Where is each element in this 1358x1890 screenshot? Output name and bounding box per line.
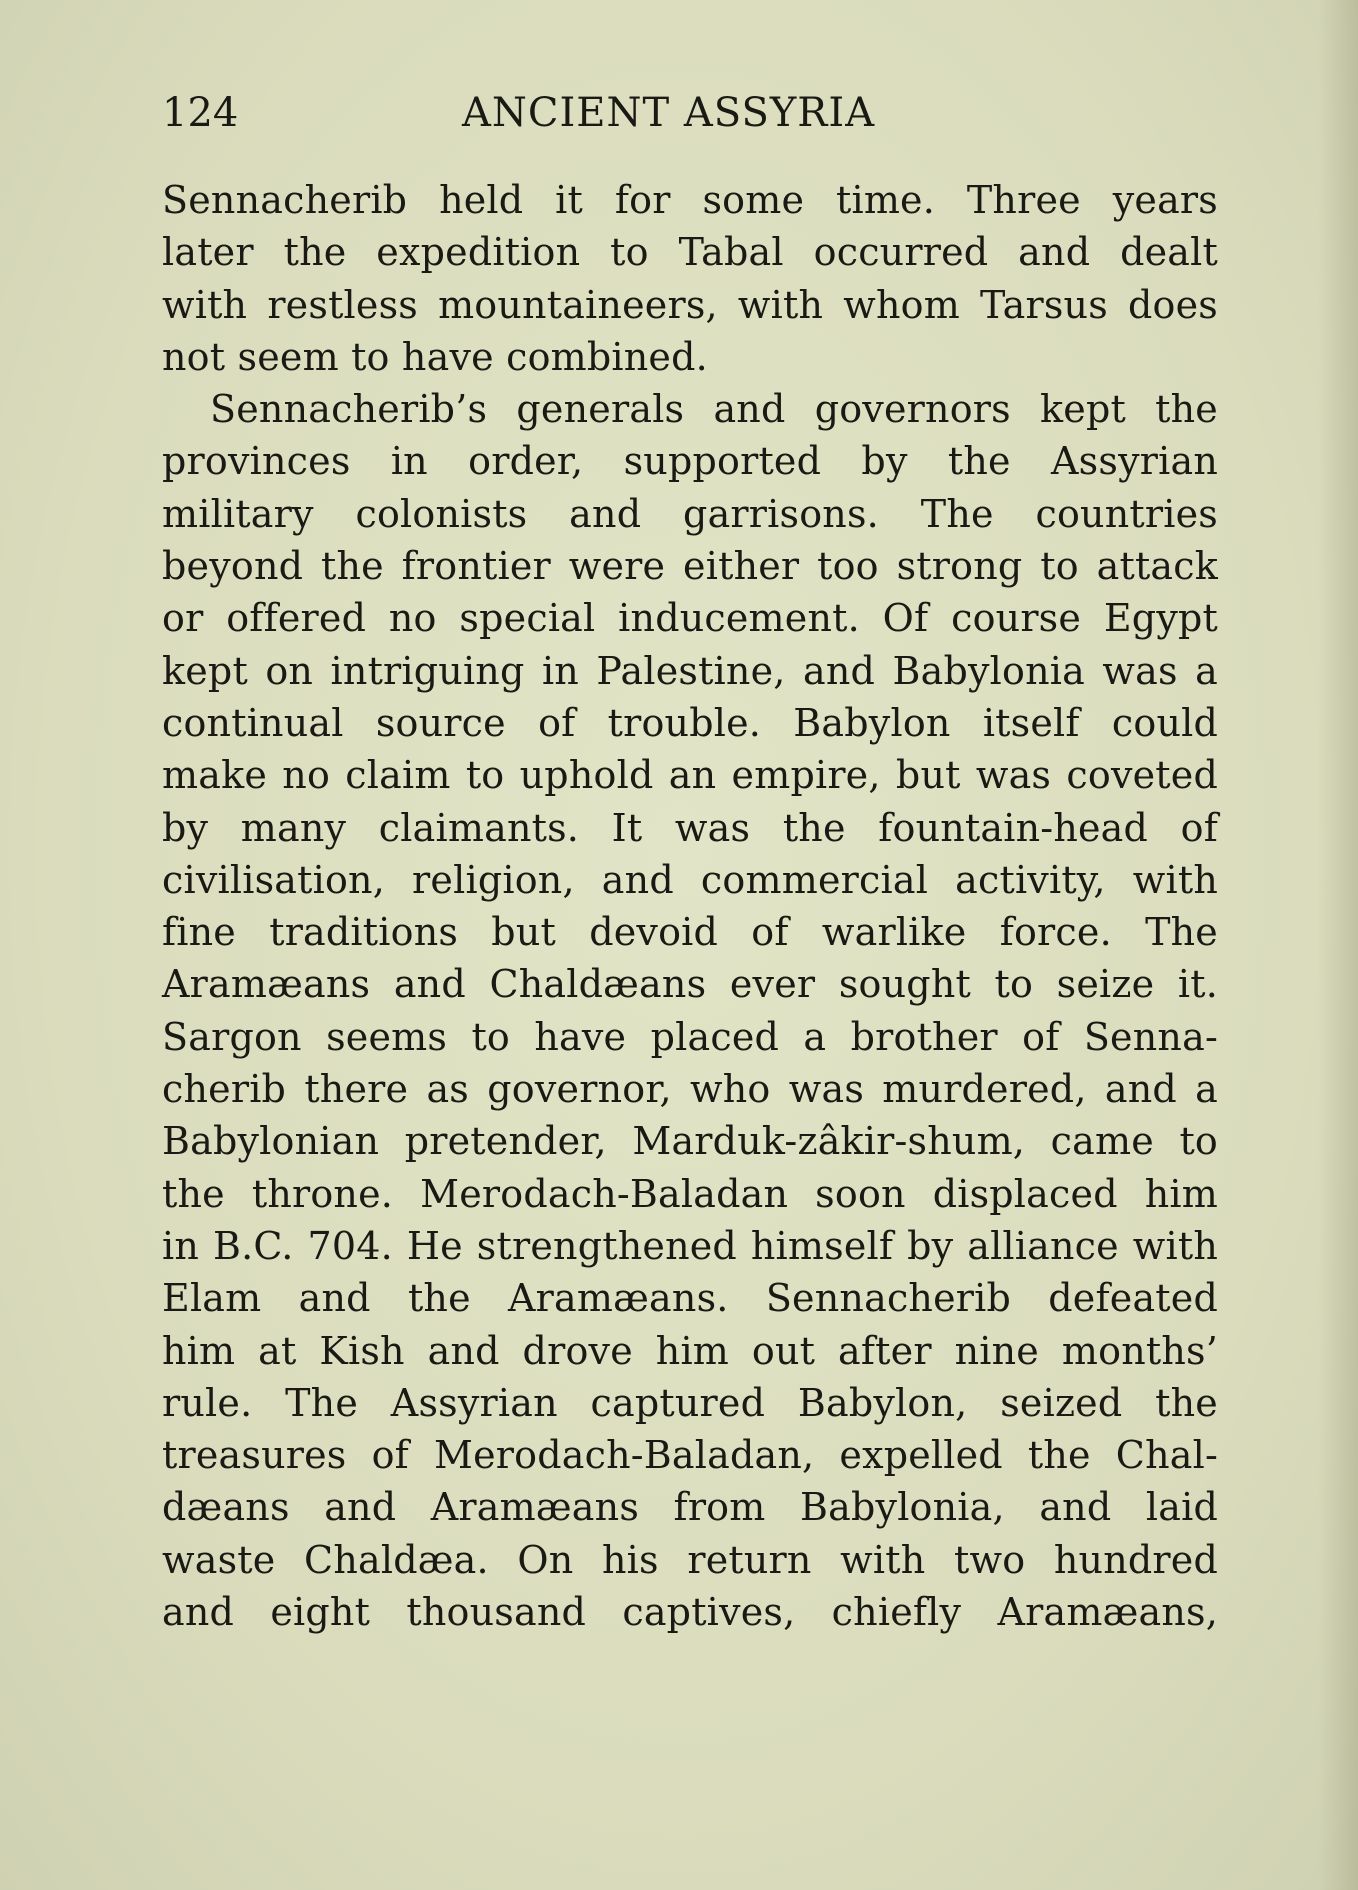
text-line: not seem to have combined.	[162, 334, 708, 379]
text-line: fine traditions but devoid of warlike force. The	[162, 910, 1218, 955]
text-line: rule. The Assyrian captured Babylon, seized the	[162, 1380, 1218, 1425]
text-line: cherib there as governor, who was murdered, and a	[162, 1067, 1218, 1112]
text-line: or offered no special inducement. Of course Egypt	[162, 596, 1218, 641]
text-line: later the expedition to Tabal occurred and dealt	[162, 230, 1218, 275]
text-line: Aramæans and Chaldæans ever sought to seize it.	[162, 962, 1218, 1007]
text-line: Elam and the Aramæans. Sennacherib defeated	[162, 1276, 1218, 1321]
text-line: the throne. Merodach-Baladan soon displaced him	[162, 1171, 1218, 1216]
text-line: make no claim to uphold an empire, but was coveted	[162, 753, 1218, 798]
text-line: in B.C. 704. He strengthened himself by alliance with	[162, 1223, 1218, 1268]
text-line: treasures of Merodach-Baladan, expelled the Chal-	[162, 1433, 1218, 1478]
text-line: Sargon seems to have placed a brother of Senna-	[162, 1014, 1218, 1059]
text-line: Sennacherib’s generals and governors kept the	[210, 387, 1218, 432]
running-head	[162, 88, 1218, 138]
body-text	[162, 174, 1218, 1638]
text-line: continual source of trouble. Babylon itself could	[162, 700, 1218, 745]
text-line: waste Chaldæa. On his return with two hundred	[162, 1537, 1218, 1582]
text-line: dæans and Aramæans from Babylonia, and laid	[162, 1485, 1218, 1530]
text-line: beyond the frontier were either too strong to attack	[162, 544, 1218, 589]
text-line: with restless mountaineers, with whom Tarsus does	[162, 282, 1218, 327]
text-line: him at Kish and drove him out after nine months’	[162, 1328, 1218, 1373]
text-line: by many claimants. It was the fountain-head of	[162, 805, 1218, 850]
running-title: ANCIENT ASSYRIA	[462, 90, 876, 136]
page-number: 124	[162, 90, 239, 136]
text-line: military colonists and garrisons. The countries	[162, 491, 1218, 536]
text-line: and eight thousand captives, chiefly Aramæans,	[162, 1590, 1218, 1635]
text-line: Sennacherib held it for some time. Three years	[162, 178, 1218, 222]
text-line: provinces in order, supported by the Assyrian	[162, 439, 1218, 484]
text-line: kept on intriguing in Palestine, and Babylonia was a	[162, 648, 1218, 693]
text-line: Babylonian pretender, Marduk-zâkir-shum, came to	[162, 1119, 1218, 1164]
text-line: civilisation, religion, and commercial activity, with	[162, 857, 1218, 902]
